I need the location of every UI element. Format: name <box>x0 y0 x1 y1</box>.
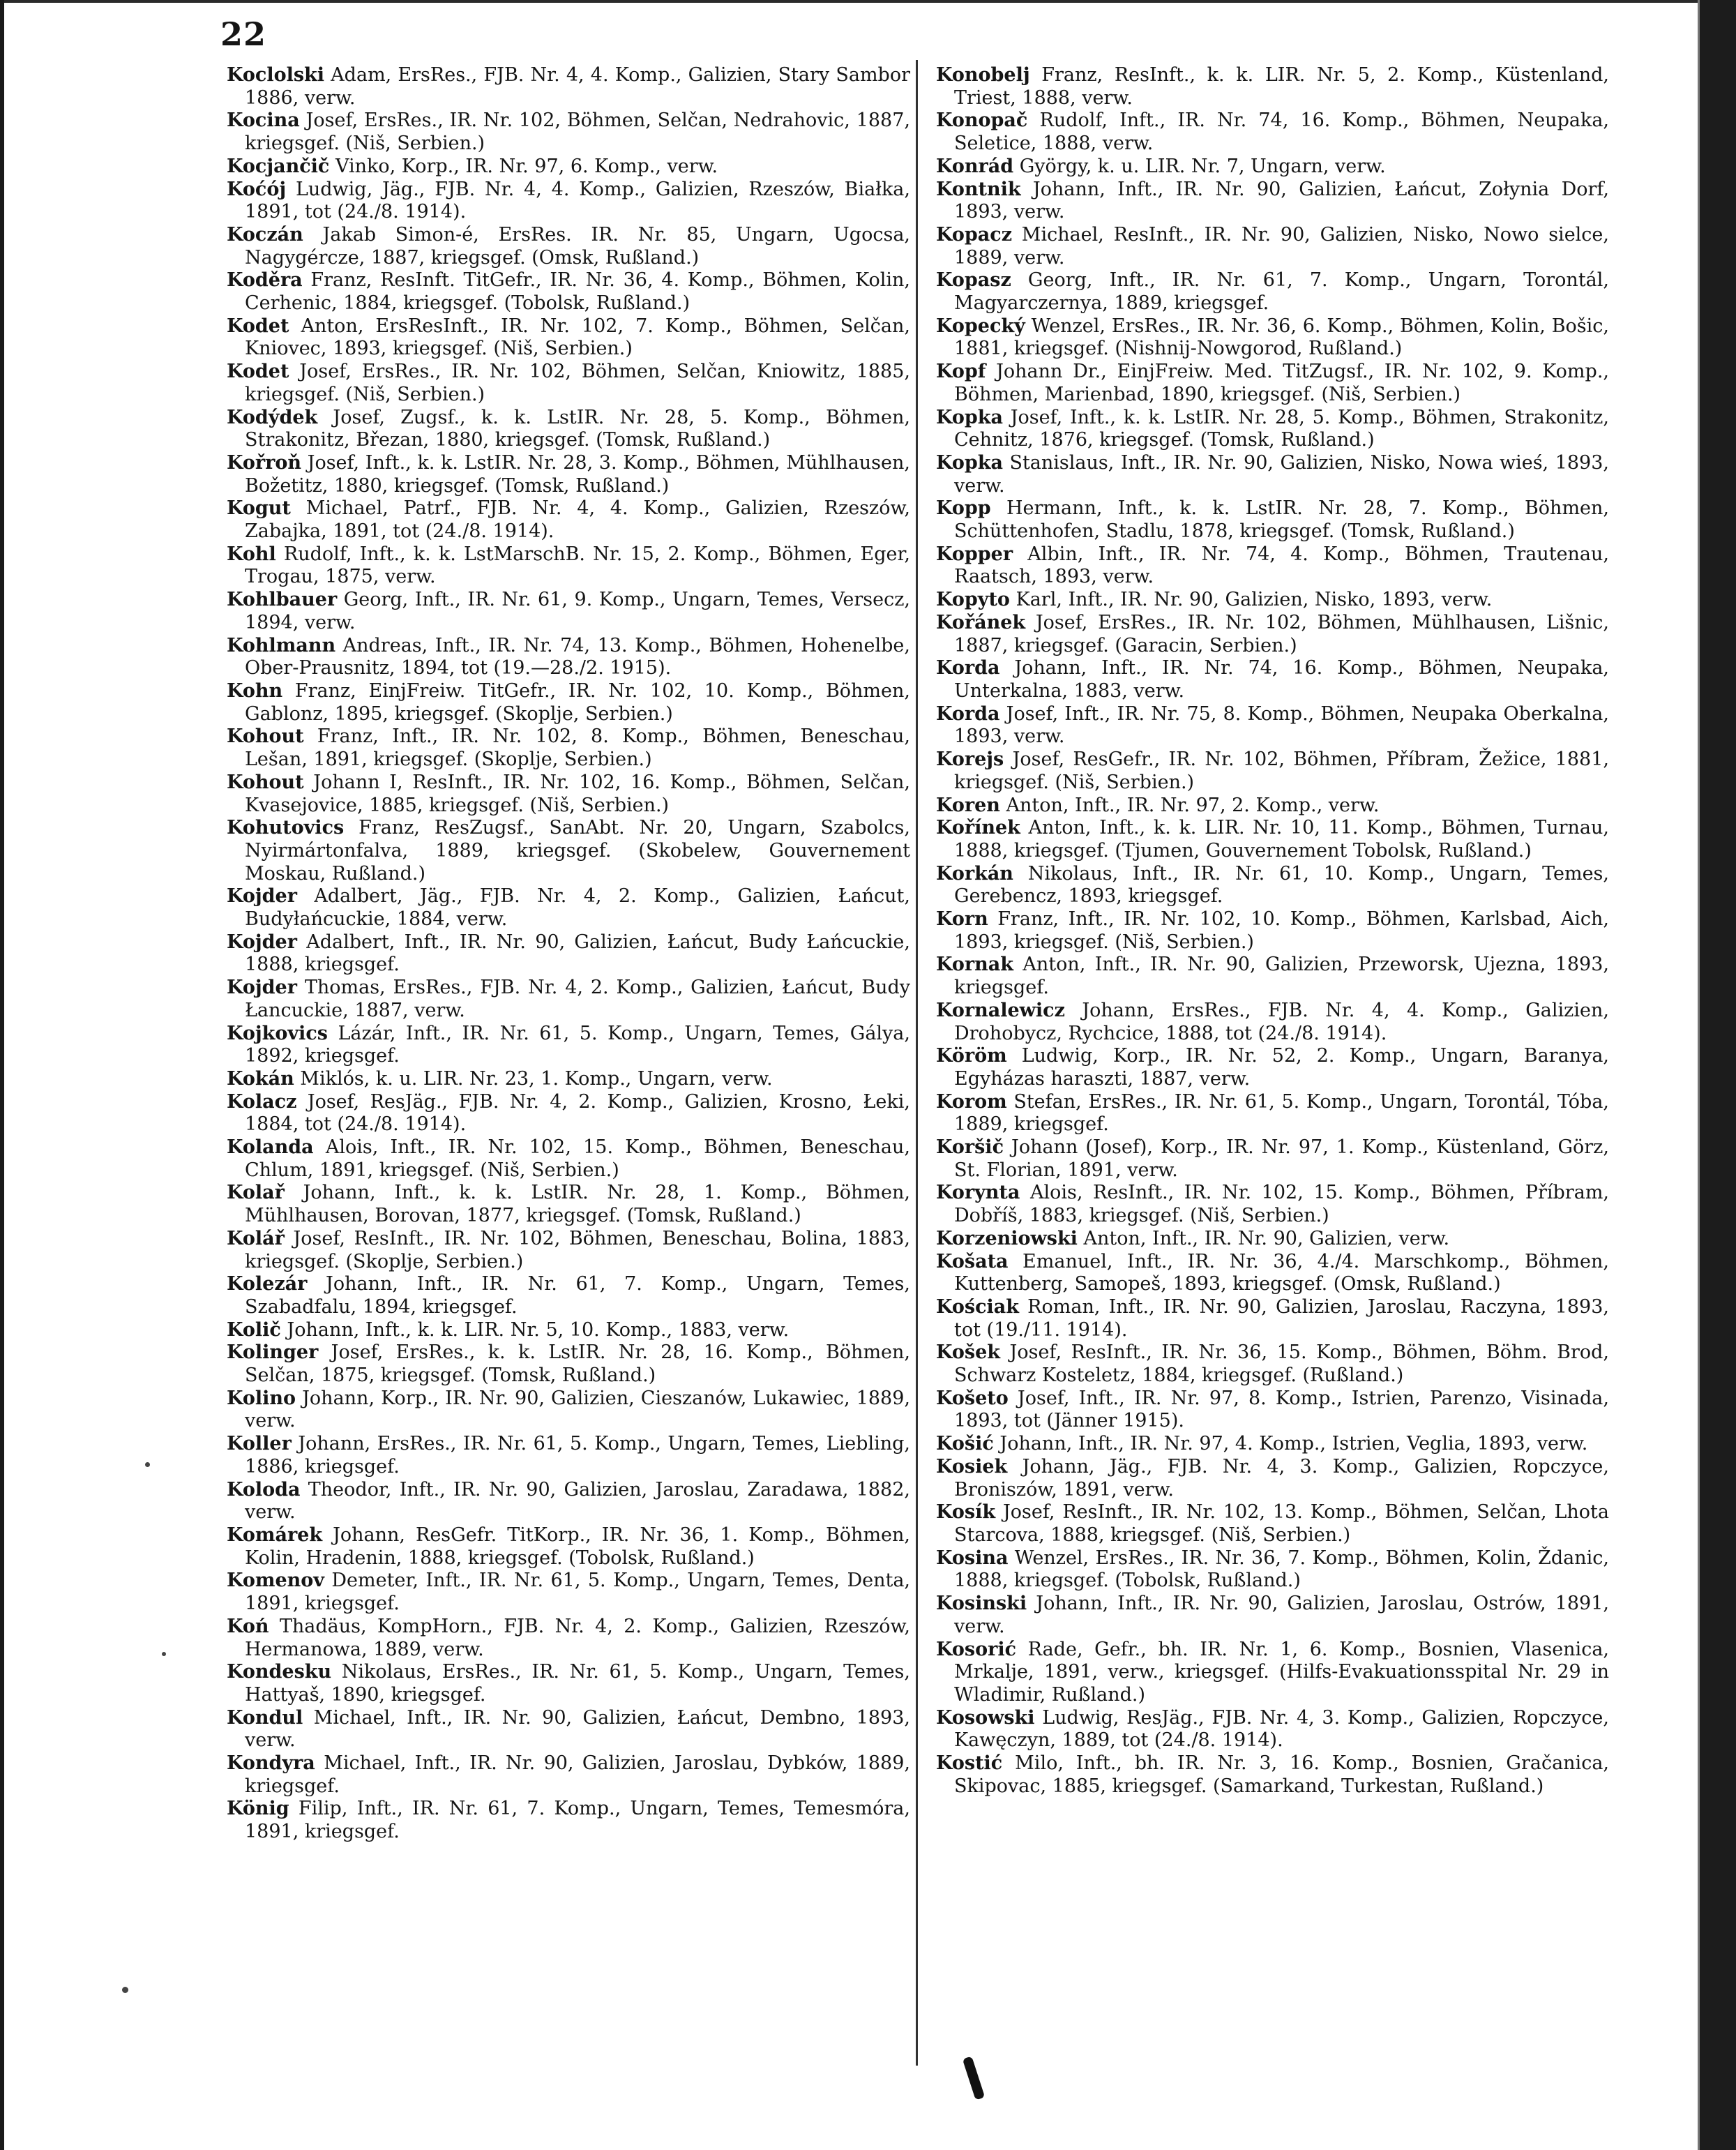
entry-surname: Kodet <box>227 315 289 337</box>
entry-details: Franz, EinjFreiw. TitGefr., IR. Nr. 102, 10. Komp., Böhmen, Gablonz, 1895, kriegsgef. (Skoplje, Serbien.) <box>245 679 910 725</box>
roster-entry <box>227 1228 910 1273</box>
entry-surname: Kosík <box>936 1501 996 1524</box>
entry-details: Thadäus, KompHorn., FJB. Nr. 4, 2. Komp., Galizien, Rzeszów, Hermanowa, 1889, verw. <box>245 1615 910 1660</box>
entry-surname: Koděra <box>227 269 303 292</box>
roster-entry <box>936 749 1609 794</box>
entry-details: Franz, ResZugsf., SanAbt. Nr. 20, Ungarn, Szabolcs, Nyirmártonfalva, 1889, kriegsgef. (Skobelew, Gouvernement Moskau, Rußland.) <box>245 817 910 885</box>
left-column <box>227 64 910 1844</box>
roster-entry <box>227 1136 910 1182</box>
entry-details: Franz, ResInft., k. k. LIR. Nr. 5, 2. Komp., Küstenland, Triest, 1888, verw. <box>954 64 1609 109</box>
roster-entry <box>227 452 910 497</box>
roster-entry <box>936 1228 1609 1251</box>
entry-surname: Koršič <box>936 1136 1004 1159</box>
entry-details: Johann, Korp., IR. Nr. 90, Galizien, Cieszanów, Lukawiec, 1889, verw. <box>245 1387 910 1432</box>
roster-entry <box>227 1661 910 1706</box>
entry-details: Johann I, ResInft., IR. Nr. 102, 16. Komp., Böhmen, Selčan, Kvasejovice, 1885, kriegsgef. (Niš, Serbien.) <box>245 771 910 816</box>
entry-surname: Kořínek <box>936 817 1020 839</box>
roster-entry <box>227 635 910 680</box>
entry-details: Johann, ErsRes., FJB. Nr. 4, 4. Komp., Galizien, Drohobycz, Rychcice, 1888, tot (24./8. 1914). <box>954 999 1609 1044</box>
roster-entry <box>936 1593 1609 1638</box>
entry-details: Roman, Inft., IR. Nr. 90, Galizien, Jaroslau, Raczyna, 1893, tot (19./11. 1914). <box>954 1295 1609 1341</box>
entry-surname: Kopecký <box>936 315 1025 337</box>
entry-surname: Konobelj <box>936 64 1030 86</box>
entry-surname: Kolezár <box>227 1273 308 1295</box>
roster-entry <box>227 497 910 543</box>
roster-entry <box>227 1068 910 1091</box>
entry-details: Franz, ResInft. TitGefr., IR. Nr. 36, 4. Komp., Böhmen, Kolin, Cerhenic, 1884, kriegsgef. (Tobolsk, Rußland.) <box>245 269 910 315</box>
entry-surname: Korom <box>936 1090 1007 1113</box>
entry-details: Lázár, Inft., IR. Nr. 61, 5. Komp., Ungarn, Temes, Gálya, 1892, kriegsgef. <box>245 1022 910 1067</box>
entry-surname: Konopač <box>936 110 1028 132</box>
roster-entry <box>936 703 1609 749</box>
entry-details: Franz, Inft., IR. Nr. 102, 10. Komp., Böhmen, Karlsbad, Aich, 1893, kriegsgef. (Niš, Serbien.) <box>954 908 1609 953</box>
entry-surname: Kopp <box>936 497 991 520</box>
entry-surname: Kodýdek <box>227 406 318 428</box>
entry-details: Anton, Inft., k. k. LIR. Nr. 10, 11. Komp., Böhmen, Turnau, 1888, kriegsgef. (Tjumen, Gouvernement Tobolsk, Rußland.) <box>954 817 1609 862</box>
entry-details: Josef, ErsRes., IR. Nr. 102, Böhmen, Selčan, Kniowitz, 1885, kriegsgef. (Niš, Serbien.) <box>245 361 910 405</box>
roster-entry <box>227 1616 910 1661</box>
roster-entry <box>227 1752 910 1798</box>
entry-surname: Kocjančič <box>227 155 330 177</box>
roster-entry <box>227 817 910 885</box>
entry-details: Jakab Simon-é, ErsRes. IR. Nr. 85, Ungarn, Ugocsa, Nagygércze, 1887, kriegsgef. (Omsk, Rußland.) <box>245 223 910 269</box>
entry-surname: Koloda <box>227 1478 301 1501</box>
roster-entry <box>936 954 1609 999</box>
roster-entry <box>227 224 910 269</box>
roster-entry <box>936 407 1609 452</box>
entry-details: Johann, ResGefr. TitKorp., IR. Nr. 36, 1. Komp., Böhmen, Kolin, Hradenin, 1888, kriegsgef. (Tobolsk, Rußland.) <box>245 1524 910 1569</box>
roster-entry <box>227 977 910 1022</box>
entry-details: Wenzel, ErsRes., IR. Nr. 36, 7. Komp., Böhmen, Kolin, Ždanic, 1888, kriegsgef. (Tobolsk, Rußland.) <box>954 1547 1609 1592</box>
entry-details: Johann, Inft., IR. Nr. 61, 7. Komp., Ungarn, Temes, Szabadfalu, 1894, kriegsgef. <box>245 1273 910 1318</box>
roster-entry <box>936 315 1609 361</box>
roster-entry <box>227 1707 910 1752</box>
entry-details: Stanislaus, Inft., IR. Nr. 90, Galizien, Nisko, Nowa wieś, 1893, verw. <box>954 451 1609 497</box>
roster-entry <box>227 772 910 817</box>
entry-details: Josef, ErsRes., IR. Nr. 102, Böhmen, Selčan, Nedrahovic, 1887, kriegsgef. (Niš, Serbien.) <box>245 110 910 155</box>
entry-surname: Kojder <box>227 885 297 908</box>
entry-details: Johann Dr., EinjFreiw. Med. TitZugsf., IR. Nr. 102, 9. Komp., Böhmen, Marienbad, 1890, kriegsgef. (Niš, Serbien.) <box>954 361 1609 405</box>
entry-surname: Kopasz <box>936 269 1011 292</box>
entry-details: Andreas, Inft., IR. Nr. 74, 13. Komp., Böhmen, Hohenelbe, Ober-Prausnitz, 1894, tot (19.—28./2. 1915). <box>245 634 910 679</box>
entry-surname: Kolino <box>227 1387 296 1409</box>
roster-entry <box>936 1000 1609 1045</box>
roster-entry <box>936 817 1609 862</box>
entry-surname: Košić <box>936 1433 994 1455</box>
entry-details: Josef, Inft., IR. Nr. 75, 8. Komp., Böhmen, Neupaka Oberkalna, 1893, verw. <box>954 702 1609 748</box>
entry-surname: Korzeniowski <box>936 1227 1078 1249</box>
roster-entry <box>227 1319 910 1342</box>
roster-entry <box>227 589 910 634</box>
roster-entry <box>936 795 1609 818</box>
roster-entry <box>936 1182 1609 1227</box>
roster-entry <box>936 1456 1609 1501</box>
roster-entry <box>936 1045 1609 1090</box>
roster-entry <box>936 1707 1609 1752</box>
entry-surname: Kopka <box>936 406 1003 428</box>
entry-surname: Kokán <box>227 1067 294 1090</box>
roster-entry <box>227 1570 910 1615</box>
roster-entry <box>936 1501 1609 1547</box>
roster-entry <box>227 726 910 771</box>
roster-entry <box>227 1182 910 1227</box>
right-column <box>936 64 1609 1798</box>
entry-surname: Kornalewicz <box>936 999 1065 1021</box>
roster-entry <box>227 315 910 361</box>
entry-details: Josef, ErsRes., IR. Nr. 102, Böhmen, Mühlhausen, Lišnic, 1887, kriegsgef. (Garacin, Serbien.) <box>954 611 1609 656</box>
roster-entry <box>936 1639 1609 1707</box>
entry-surname: Korynta <box>936 1182 1020 1204</box>
entry-details: Adam, ErsRes., FJB. Nr. 4, 4. Komp., Galizien, Stary Sambor 1886, verw. <box>245 64 910 109</box>
entry-details: Filip, Inft., IR. Nr. 61, 7. Komp., Ungarn, Temes, Temesmóra, 1891, kriegsgef. <box>245 1798 910 1843</box>
entry-surname: Kopyto <box>936 589 1010 611</box>
roster-entry <box>936 452 1609 497</box>
roster-entry <box>227 680 910 726</box>
scan-border-top <box>0 0 1736 3</box>
roster-entry <box>227 1388 910 1433</box>
entry-surname: Kolacz <box>227 1090 297 1113</box>
entry-details: Johann (Josef), Korp., IR. Nr. 97, 1. Komp., Küstenland, Görz, St. Florian, 1891, verw. <box>954 1136 1609 1181</box>
entry-details: Anton, ErsResInft., IR. Nr. 102, 7. Komp., Böhmen, Selčan, Kniovec, 1893, kriegsgef. (Niš, Serbien.) <box>245 315 910 360</box>
entry-details: Michael, Patrf., FJB. Nr. 4, 4. Komp., Galizien, Rzeszów, Zabajka, 1891, tot (24./8. 1914). <box>245 497 910 543</box>
scan-border-right-inner <box>1698 0 1700 2150</box>
entry-surname: Kościak <box>936 1295 1019 1318</box>
roster-entry <box>936 64 1609 110</box>
scan-border-right <box>1700 0 1736 2150</box>
entry-details: Johann, Inft., k. k. LIR. Nr. 5, 10. Komp., 1883, verw. <box>280 1318 790 1341</box>
entry-details: Stefan, ErsRes., IR. Nr. 61, 5. Komp., Ungarn, Torontál, Tóba, 1889, kriegsgef. <box>954 1090 1609 1136</box>
roster-entry <box>936 1388 1609 1433</box>
entry-details: Alois, Inft., IR. Nr. 102, 15. Komp., Böhmen, Beneschau, Chlum, 1891, kriegsgef. (Niš, Serbien.) <box>245 1136 910 1181</box>
roster-entry <box>936 497 1609 543</box>
entry-details: Johann, Inft., IR. Nr. 97, 4. Komp., Istrien, Veglia, 1893, verw. <box>993 1433 1588 1455</box>
entry-surname: Kořroň <box>227 451 301 474</box>
roster-entry <box>936 1433 1609 1456</box>
entry-details: Johann, Inft., k. k. LstIR. Nr. 28, 1. Komp., Böhmen, Mühlhausen, Borovan, 1877, kriegsgef. (Tomsk, Rußland.) <box>245 1182 910 1227</box>
entry-surname: Korda <box>936 657 1000 679</box>
entry-details: Theodor, Inft., IR. Nr. 90, Galizien, Jaroslau, Zaradawa, 1882, verw. <box>245 1478 910 1524</box>
entry-details: Josef, ResInft., IR. Nr. 102, Böhmen, Beneschau, Bolina, 1883, kriegsgef. (Skoplje, Serbien.) <box>245 1227 910 1272</box>
entry-surname: Kondesku <box>227 1661 332 1683</box>
entry-details: Rade, Gefr., bh. IR. Nr. 1, 6. Komp., Bosnien, Vlasenica, Mrkalje, 1891, verw., kriegsgef. (Hilfs-Evakuationsspital Nr. 29 in Wladimir, Rußland.) <box>954 1638 1609 1706</box>
entry-details: Johann, Inft., IR. Nr. 90, Galizien, Łańcut, Zołynia Dorf, 1893, verw. <box>954 178 1609 223</box>
entry-surname: Košata <box>936 1250 1009 1272</box>
roster-entry <box>227 885 910 931</box>
entry-details: Albin, Inft., IR. Nr. 74, 4. Komp., Böhmen, Trautenau, Raatsch, 1893, verw. <box>954 543 1609 588</box>
entry-surname: Kosinski <box>936 1593 1027 1615</box>
entry-surname: Komenov <box>227 1570 324 1592</box>
entry-details: Anton, Inft., IR. Nr. 90, Galizien, Przeworsk, Ujezna, 1893, kriegsgef. <box>954 954 1609 999</box>
entry-details: Josef, ResInft., IR. Nr. 102, 13. Komp., Böhmen, Selčan, Lhota Starcova, 1888, kriegsgef. (Niš, Serbien.) <box>954 1501 1609 1546</box>
roster-entry <box>936 908 1609 954</box>
entry-surname: Korda <box>936 702 1000 725</box>
entry-surname: Kohl <box>227 543 276 565</box>
roster-entry <box>227 269 910 315</box>
entry-details: Adalbert, Jäg., FJB. Nr. 4, 2. Komp., Galizien, Łańcut, Budyłańcuckie, 1884, verw. <box>245 885 910 931</box>
entry-details: Michael, Inft., IR. Nr. 90, Galizien, Jaroslau, Dybków, 1889, kriegsgef. <box>245 1752 910 1797</box>
entry-surname: Köröm <box>936 1045 1007 1067</box>
roster-entry <box>227 1341 910 1387</box>
entry-surname: Kodet <box>227 361 289 383</box>
entry-details: Josef, ErsRes., k. k. LstIR. Nr. 28, 16. Komp., Böhmen, Selčan, 1875, kriegsgef. (Tomsk, Rußland.) <box>245 1341 910 1387</box>
entry-surname: Kojkovics <box>227 1022 328 1044</box>
entry-details: Karl, Inft., IR. Nr. 90, Galizien, Nisko, 1893, verw. <box>1009 589 1493 611</box>
margin-speck <box>145 1462 150 1467</box>
entry-surname: Kostić <box>936 1752 1003 1775</box>
entry-details: Thomas, ErsRes., FJB. Nr. 4, 2. Komp., Galizien, Łańcut, Budy Łancuckie, 1887, verw. <box>245 977 910 1021</box>
entry-surname: Kogut <box>227 497 291 520</box>
entry-details: Ludwig, ResJäg., FJB. Nr. 4, 3. Komp., Galizien, Ropczyce, Kawęczyn, 1889, tot (24./8. 1914). <box>954 1706 1609 1752</box>
entry-details: Vinko, Korp., IR. Nr. 97, 6. Komp., verw. <box>329 155 718 177</box>
entry-details: Wenzel, ErsRes., IR. Nr. 36, 6. Komp., Böhmen, Kolin, Bošic, 1881, kriegsgef. (Nishnij-Nowgorod, Rußland.) <box>954 315 1609 360</box>
entry-surname: Kohlbauer <box>227 589 338 611</box>
entry-surname: Kořánek <box>936 611 1026 633</box>
entry-details: Milo, Inft., bh. IR. Nr. 3, 16. Komp., Bosnien, Gračanica, Skipovac, 1885, kriegsgef. (Samarkand, Turkestan, Rußland.) <box>954 1752 1609 1797</box>
entry-surname: Kopka <box>936 451 1003 474</box>
entry-details: Josef, ResInft., IR. Nr. 36, 15. Komp., Böhmen, Böhm. Brod, Schwarz Kosteletz, 1884, kriegsgef. (Rußland.) <box>954 1341 1609 1387</box>
entry-details: György, k. u. LIR. Nr. 7, Ungarn, verw. <box>1013 155 1386 177</box>
ink-mark <box>963 2056 985 2100</box>
entry-surname: Kolař <box>227 1182 285 1204</box>
entry-surname: Koń <box>227 1615 269 1637</box>
entry-surname: Kondyra <box>227 1752 315 1775</box>
entry-surname: König <box>227 1798 289 1820</box>
entry-details: Josef, Zugsf., k. k. LstIR. Nr. 28, 5. Komp., Böhmen, Strakonitz, Březan, 1880, kriegsgef. (Tomsk, Rußland.) <box>245 406 910 451</box>
entry-surname: Kolanda <box>227 1136 314 1159</box>
entry-details: Anton, Inft., IR. Nr. 97, 2. Komp., verw. <box>999 794 1380 816</box>
entry-details: Georg, Inft., IR. Nr. 61, 9. Komp., Ungarn, Temes, Versecz, 1894, verw. <box>245 589 910 633</box>
entry-surname: Koclolski <box>227 64 325 86</box>
entry-details: Demeter, Inft., IR. Nr. 61, 5. Komp., Ungarn, Temes, Denta, 1891, kriegsgef. <box>245 1570 910 1615</box>
entry-surname: Koćój <box>227 178 287 200</box>
roster-entry <box>936 1296 1609 1341</box>
entry-surname: Koren <box>936 794 1000 816</box>
roster-entry <box>227 1273 910 1318</box>
entry-details: Josef, ResJäg., FJB. Nr. 4, 2. Komp., Galizien, Krosno, Łeki, 1884, tot (24./8. 1914). <box>245 1090 910 1136</box>
entry-details: Emanuel, Inft., IR. Nr. 36, 4./4. Marschkomp., Böhmen, Kuttenberg, Samopeš, 1893, kriegsgef. (Omsk, Rußland.) <box>954 1250 1609 1295</box>
roster-entry <box>936 543 1609 589</box>
entry-surname: Kolář <box>227 1227 285 1249</box>
roster-entry <box>936 657 1609 702</box>
entry-surname: Korn <box>936 908 988 931</box>
roster-entry <box>936 1752 1609 1798</box>
entry-surname: Kojder <box>227 977 297 999</box>
entry-details: Rudolf, Inft., k. k. LstMarschB. Nr. 15, 2. Komp., Böhmen, Eger, Trogau, 1875, verw. <box>245 543 910 588</box>
entry-surname: Kopacz <box>936 223 1013 246</box>
entry-surname: Kocina <box>227 110 300 132</box>
roster-entry <box>936 589 1609 612</box>
roster-entry <box>227 1433 910 1478</box>
roster-entry <box>227 1479 910 1524</box>
entry-details: Nikolaus, Inft., IR. Nr. 61, 10. Komp., Ungarn, Temes, Gerebencz, 1893, kriegsgef. <box>954 862 1609 908</box>
entry-surname: Kondul <box>227 1706 303 1729</box>
entry-surname: Kohout <box>227 771 304 793</box>
roster-entry <box>936 1136 1609 1182</box>
entry-details: Josef, Inft., k. k. LstIR. Nr. 28, 5. Komp., Böhmen, Strakonitz, Cehnitz, 1876, kriegsgef. (Tomsk, Rußland.) <box>954 406 1609 451</box>
roster-entry <box>936 1341 1609 1387</box>
roster-entry <box>227 361 910 406</box>
entry-surname: Kopper <box>936 543 1013 565</box>
entry-surname: Kohn <box>227 679 283 702</box>
entry-surname: Košeto <box>936 1387 1009 1409</box>
entry-details: Nikolaus, ErsRes., IR. Nr. 61, 5. Komp., Ungarn, Temes, Hattyaš, 1890, kriegsgef. <box>245 1661 910 1706</box>
entry-details: Johann, Inft., IR. Nr. 90, Galizien, Jaroslau, Ostrów, 1891, verw. <box>954 1593 1609 1637</box>
roster-entry <box>227 156 910 179</box>
entry-details: Josef, Inft., IR. Nr. 97, 8. Komp., Istrien, Parenzo, Visinada, 1893, tot (Jänner 1915). <box>954 1387 1609 1432</box>
entry-details: Michael, ResInft., IR. Nr. 90, Galizien, Nisko, Nowo sielce, 1889, verw. <box>954 223 1609 269</box>
entry-surname: Kolinger <box>227 1341 319 1364</box>
entry-surname: Konrád <box>936 155 1014 177</box>
roster-entry <box>227 1023 910 1068</box>
entry-surname: Kohlmann <box>227 634 336 656</box>
roster-entry <box>936 269 1609 315</box>
roster-entry <box>227 407 910 452</box>
roster-entry <box>936 1091 1609 1136</box>
entry-surname: Kosina <box>936 1547 1009 1569</box>
roster-entry <box>227 1798 910 1843</box>
entry-surname: Kosowski <box>936 1706 1035 1729</box>
roster-entry <box>936 110 1609 155</box>
entry-details: Josef, ResGefr., IR. Nr. 102, Böhmen, Příbram, Žežice, 1881, kriegsgef. (Niš, Serbien.) <box>954 749 1609 793</box>
entry-surname: Kohutovics <box>227 817 345 839</box>
entry-surname: Kosorić <box>936 1638 1017 1660</box>
entry-surname: Koczán <box>227 223 303 246</box>
margin-speck <box>122 1987 128 1993</box>
roster-entry <box>227 1524 910 1570</box>
page-number: 22 <box>220 15 267 53</box>
entry-details: Miklós, k. u. LIR. Nr. 23, 1. Komp., Ungarn, verw. <box>294 1067 773 1090</box>
entry-surname: Kojder <box>227 931 297 953</box>
entry-details: Johann, Jäg., FJB. Nr. 4, 3. Komp., Galizien, Ropczyce, Broniszów, 1891, verw. <box>954 1455 1609 1501</box>
entry-details: Adalbert, Inft., IR. Nr. 90, Galizien, Łańcut, Budy Łańcuckie, 1888, kriegsgef. <box>245 931 910 976</box>
entry-surname: Kornak <box>936 954 1013 976</box>
roster-entry <box>936 224 1609 269</box>
roster-entry <box>936 1251 1609 1296</box>
column-divider <box>916 60 918 2066</box>
entry-surname: Količ <box>227 1318 281 1341</box>
entry-surname: Košek <box>936 1341 1000 1364</box>
entry-details: Johann, ErsRes., IR. Nr. 61, 5. Komp., Ungarn, Temes, Liebling, 1886, kriegsgef. <box>245 1433 910 1478</box>
roster-entry <box>936 612 1609 657</box>
entry-surname: Kohout <box>227 726 304 748</box>
entry-details: Michael, Inft., IR. Nr. 90, Galizien, Łańcut, Dembno, 1893, verw. <box>245 1706 910 1752</box>
entry-details: Ludwig, Korp., IR. Nr. 52, 2. Komp., Ungarn, Baranya, Egyházas haraszti, 1887, verw. <box>954 1045 1609 1090</box>
roster-entry <box>227 543 910 589</box>
entry-surname: Komárek <box>227 1524 323 1546</box>
scan-border-left <box>0 0 4 2150</box>
entry-details: Rudolf, Inft., IR. Nr. 74, 16. Komp., Böhmen, Neupaka, Seletice, 1888, verw. <box>954 110 1609 155</box>
entry-details: Josef, Inft., k. k. LstIR. Nr. 28, 3. Komp., Böhmen, Mühlhausen, Božetitz, 1880, kriegsgef. (Tomsk, Rußland.) <box>245 451 910 497</box>
entry-details: Hermann, Inft., k. k. LstIR. Nr. 28, 7. Komp., Böhmen, Schüttenhofen, Stadlu, 1878, kriegsgef. (Tomsk, Rußland.) <box>954 497 1609 543</box>
entry-details: Georg, Inft., IR. Nr. 61, 7. Komp., Ungarn, Torontál, Magyarczernya, 1889, kriegsgef. <box>954 269 1609 315</box>
entry-surname: Korkán <box>936 862 1013 885</box>
roster-entry <box>936 863 1609 908</box>
entry-details: Johann, Inft., IR. Nr. 74, 16. Komp., Böhmen, Neupaka, Unterkalna, 1883, verw. <box>954 657 1609 702</box>
entry-surname: Kontnik <box>936 178 1021 200</box>
roster-entry <box>227 110 910 155</box>
roster-entry <box>227 179 910 224</box>
entry-details: Alois, ResInft., IR. Nr. 102, 15. Komp., Böhmen, Příbram, Dobříš, 1883, kriegsgef. (Niš, Serbien.) <box>954 1182 1609 1227</box>
roster-entry <box>227 1091 910 1136</box>
roster-entry <box>936 1547 1609 1593</box>
roster-entry <box>227 931 910 977</box>
roster-entry <box>936 156 1609 179</box>
entry-details: Ludwig, Jäg., FJB. Nr. 4, 4. Komp., Galizien, Rzeszów, Białka, 1891, tot (24./8. 1914). <box>245 178 910 223</box>
roster-entry <box>936 361 1609 406</box>
entry-details: Anton, Inft., IR. Nr. 90, Galizien, verw. <box>1077 1227 1450 1249</box>
entry-surname: Korejs <box>936 749 1004 771</box>
margin-speck <box>162 1652 166 1656</box>
roster-entry <box>227 64 910 110</box>
entry-surname: Kopf <box>936 361 986 383</box>
entry-surname: Kosiek <box>936 1455 1008 1478</box>
roster-entry <box>936 179 1609 224</box>
entry-surname: Koller <box>227 1433 292 1455</box>
entry-details: Franz, Inft., IR. Nr. 102, 8. Komp., Böhmen, Beneschau, Lešan, 1891, kriegsgef. (Skoplje, Serbien.) <box>245 726 910 771</box>
